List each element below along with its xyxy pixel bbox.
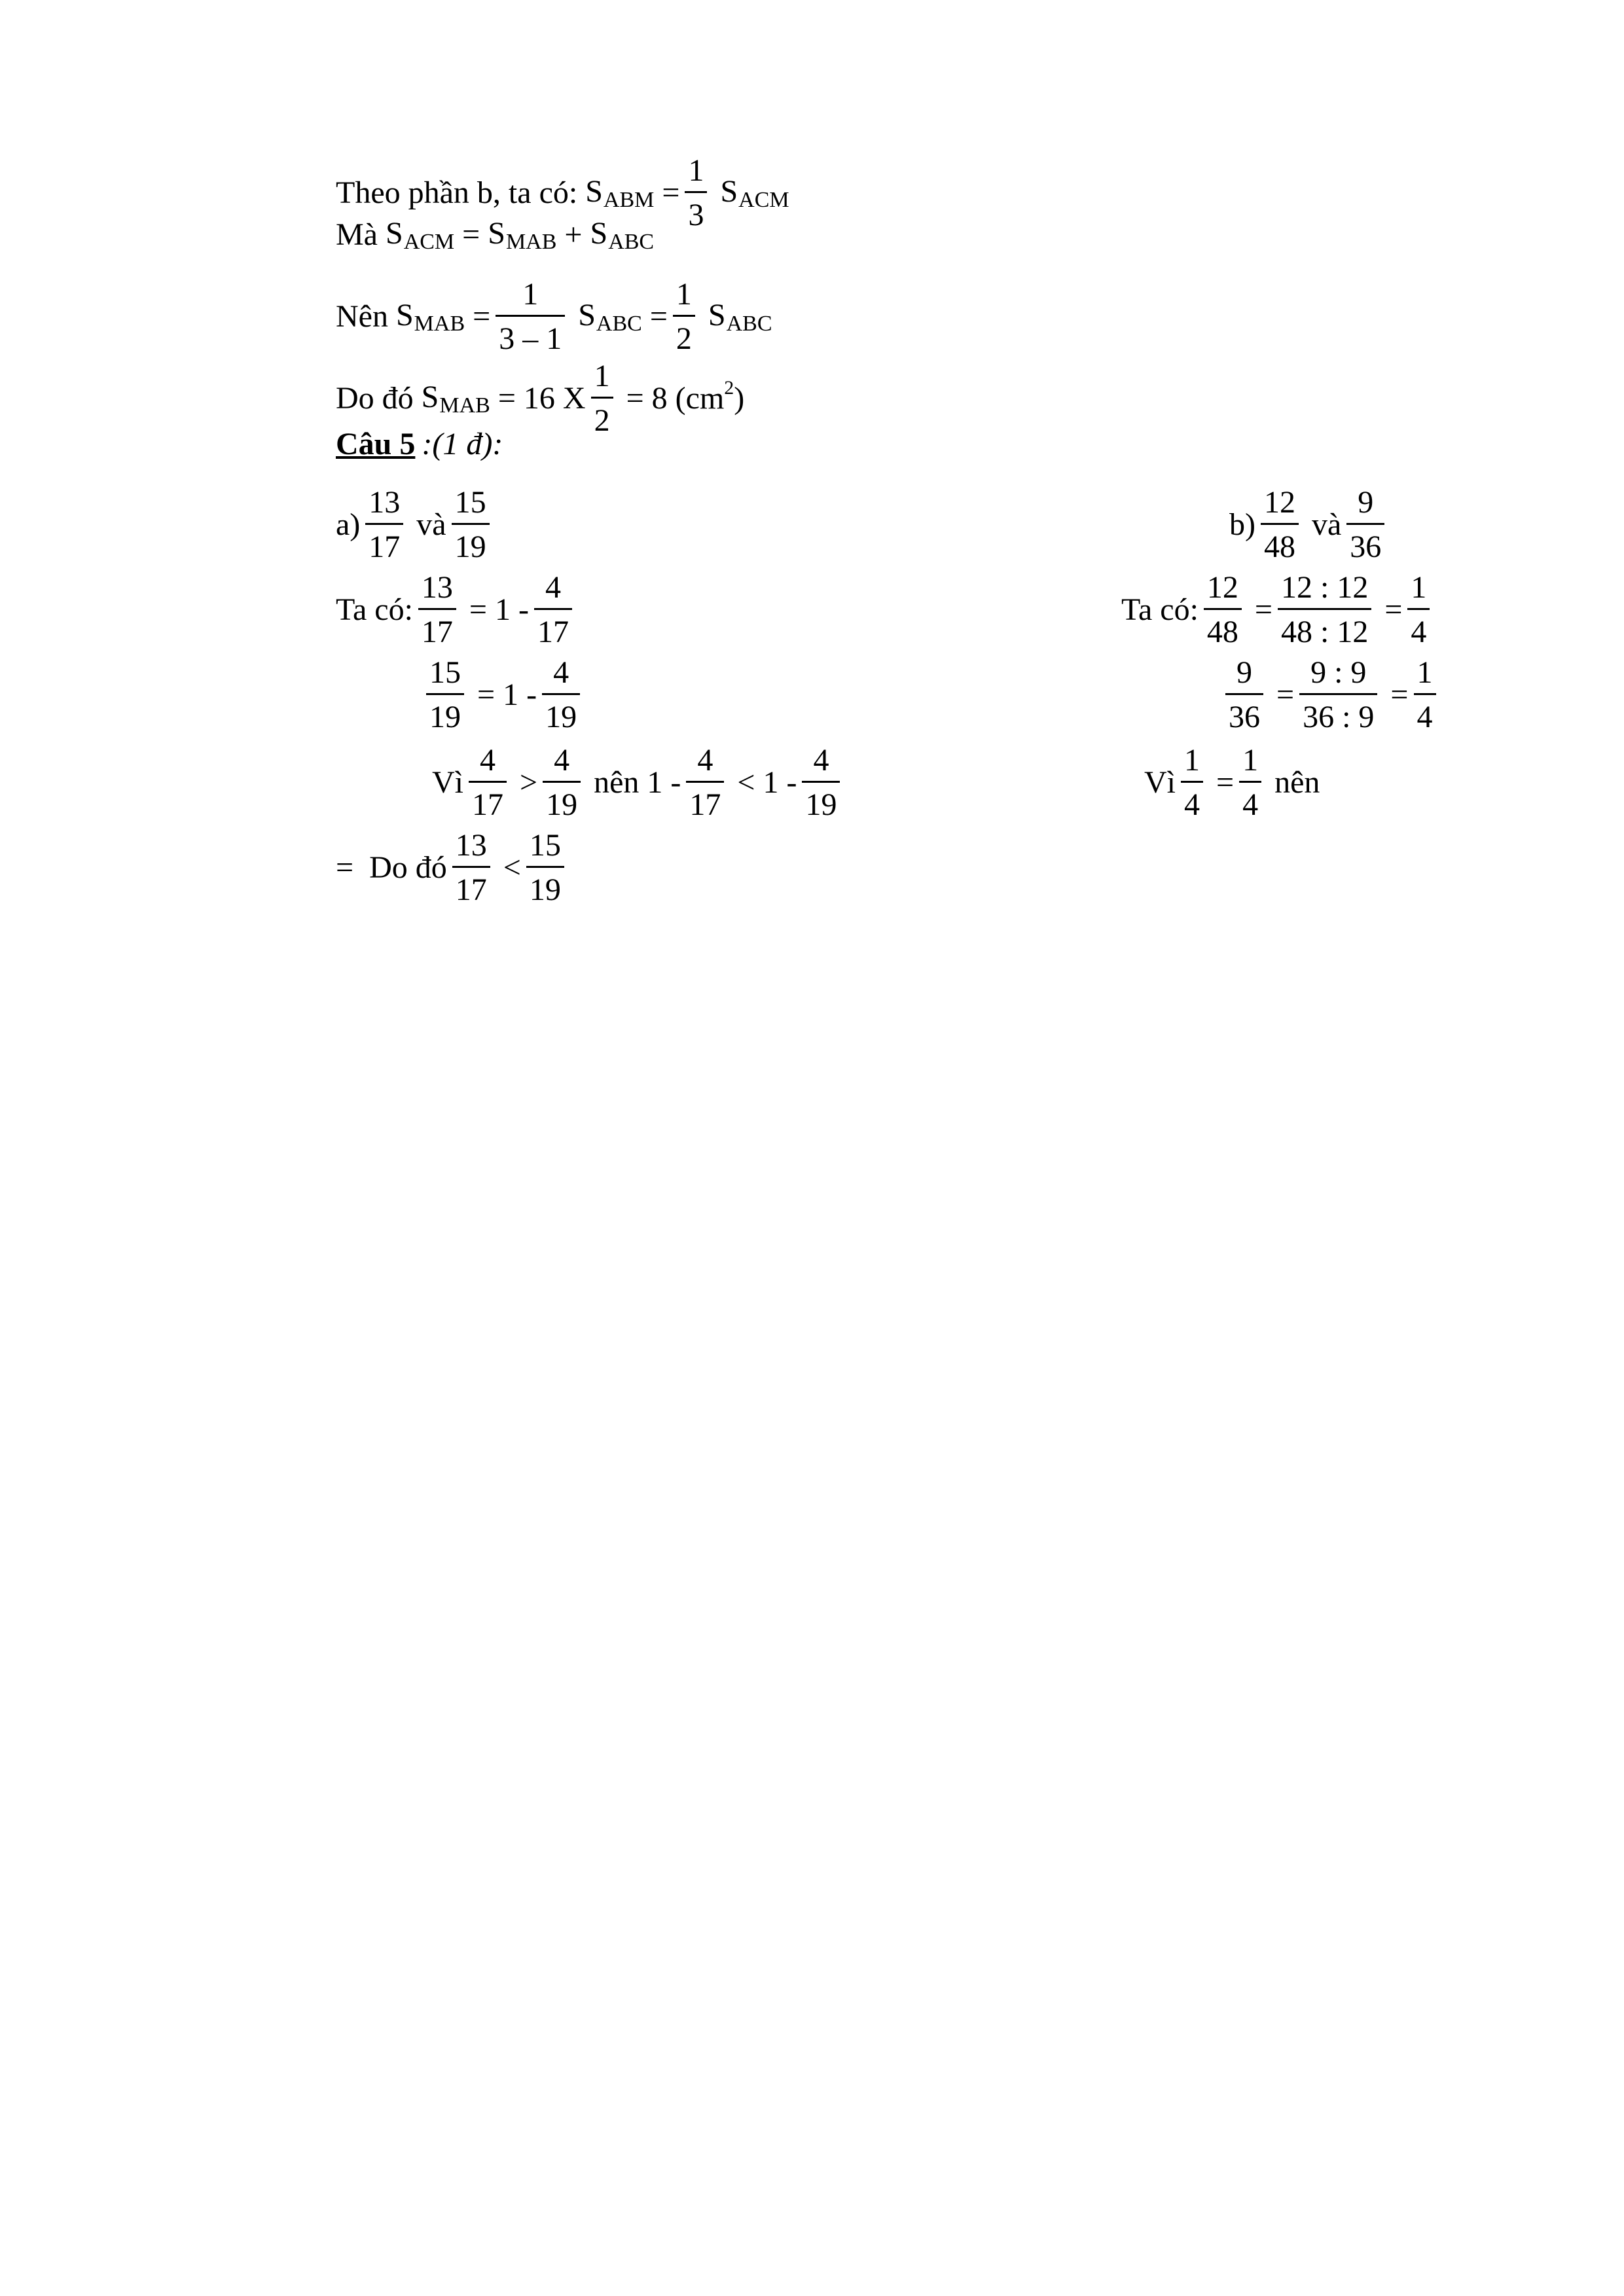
text: Nên — [336, 299, 388, 334]
fraction-15-19: $\frac{15}{19}$ — [452, 484, 490, 565]
text: = Do đó — [336, 850, 447, 886]
equals: = — [462, 217, 480, 253]
text: = 16 X — [497, 381, 586, 416]
area-abc: $S_{ABC}$ — [708, 297, 772, 336]
fraction-12-48: $\frac{12}{48}$ — [1204, 569, 1242, 650]
fraction-1-4: $\frac{1}{4}$ — [1407, 569, 1430, 650]
equals: = — [1216, 765, 1235, 800]
area-abc: $S_{ABC}$ — [590, 215, 655, 254]
equals: = — [649, 299, 668, 334]
less-than: < — [503, 850, 521, 886]
fraction-9-36: $\frac{9}{36}$ — [1346, 484, 1384, 565]
equals: = — [662, 175, 680, 211]
greater-than: > — [520, 765, 538, 800]
text: Mà — [336, 217, 378, 253]
text: < 1 - — [737, 765, 797, 800]
fraction-4-19: $\frac{4}{19}$ — [542, 655, 580, 735]
text: Do đó — [336, 381, 414, 416]
result: = 8 $(cm^2)$ — [626, 377, 745, 416]
part-b-label: b) — [1229, 507, 1255, 543]
area-abm: $S_{ABM}$ — [585, 173, 655, 212]
text: nên — [1274, 765, 1320, 800]
text: và — [416, 507, 446, 543]
area-acm: $S_{ACM}$ — [720, 173, 789, 212]
text: Ta có: — [1121, 592, 1199, 628]
fraction-1-4: $\frac{1}{4}$ — [1181, 742, 1203, 823]
fraction-9-36: $\frac{9}{36}$ — [1225, 655, 1263, 735]
fraction-15-19: $\frac{15}{19}$ — [426, 655, 464, 735]
equals: = — [1276, 677, 1295, 713]
part-a-label: a) — [336, 507, 361, 543]
fraction-4-19: $\frac{4}{19}$ — [802, 742, 840, 823]
fraction-1-4: $\frac{1}{4}$ — [1414, 655, 1436, 735]
fraction-4-19: $\frac{4}{19}$ — [543, 742, 581, 823]
plus: + — [564, 217, 583, 253]
area-mab: $S_{MAB}$ — [395, 297, 465, 336]
question-score: :(1 đ): — [422, 427, 503, 462]
area-abc: $S_{ABC}$ — [578, 297, 642, 336]
fraction-1-3: $\frac{1}{3}$ — [685, 152, 707, 233]
fraction-12-48: $\frac{12}{48}$ — [1261, 484, 1299, 565]
text: Vì — [432, 765, 463, 800]
fraction-1-4: $\frac{1}{4}$ — [1239, 742, 1261, 823]
fraction-15-19: $\frac{15}{19}$ — [526, 827, 564, 908]
text: = 1 - — [477, 677, 537, 713]
text: Ta có: — [336, 592, 413, 628]
fraction-1-2: $\frac{1}{2}$ — [591, 358, 613, 439]
fraction-1-over-3-minus-1: $\frac{1}{3 - 1}$ — [496, 276, 565, 357]
equals: = — [1384, 592, 1403, 628]
fraction-9div9-36div9: $\frac{9 : 9}{36 : 9}$ — [1299, 655, 1377, 735]
fraction-13-17: $\frac{13}{17}$ — [452, 827, 490, 908]
text: Vì — [1144, 765, 1176, 800]
text: Theo phần b, ta có: — [336, 175, 578, 211]
fraction-4-17: $\frac{4}{17}$ — [534, 569, 572, 650]
fraction-4-17: $\frac{4}{17}$ — [469, 742, 507, 823]
equals: = — [1254, 592, 1272, 628]
fraction-4-17: $\frac{4}{17}$ — [686, 742, 724, 823]
fraction-13-17: $\frac{13}{17}$ — [365, 484, 403, 565]
fraction-12div12-48div12: $\frac{12 : 12}{48 : 12}$ — [1278, 569, 1371, 650]
text: và — [1311, 507, 1342, 543]
fraction-13-17: $\frac{13}{17}$ — [418, 569, 456, 650]
equals: = — [473, 299, 491, 334]
fraction-1-2: $\frac{1}{2}$ — [673, 276, 695, 357]
text: = 1 - — [469, 592, 529, 628]
area-mab: $S_{MAB}$ — [421, 379, 490, 418]
question-title: Câu 5 — [336, 427, 416, 462]
text: nên 1 - — [594, 765, 681, 800]
area-mab: $S_{MAB}$ — [488, 215, 557, 254]
area-acm: $S_{ACM}$ — [385, 215, 455, 254]
equals: = — [1390, 677, 1409, 713]
